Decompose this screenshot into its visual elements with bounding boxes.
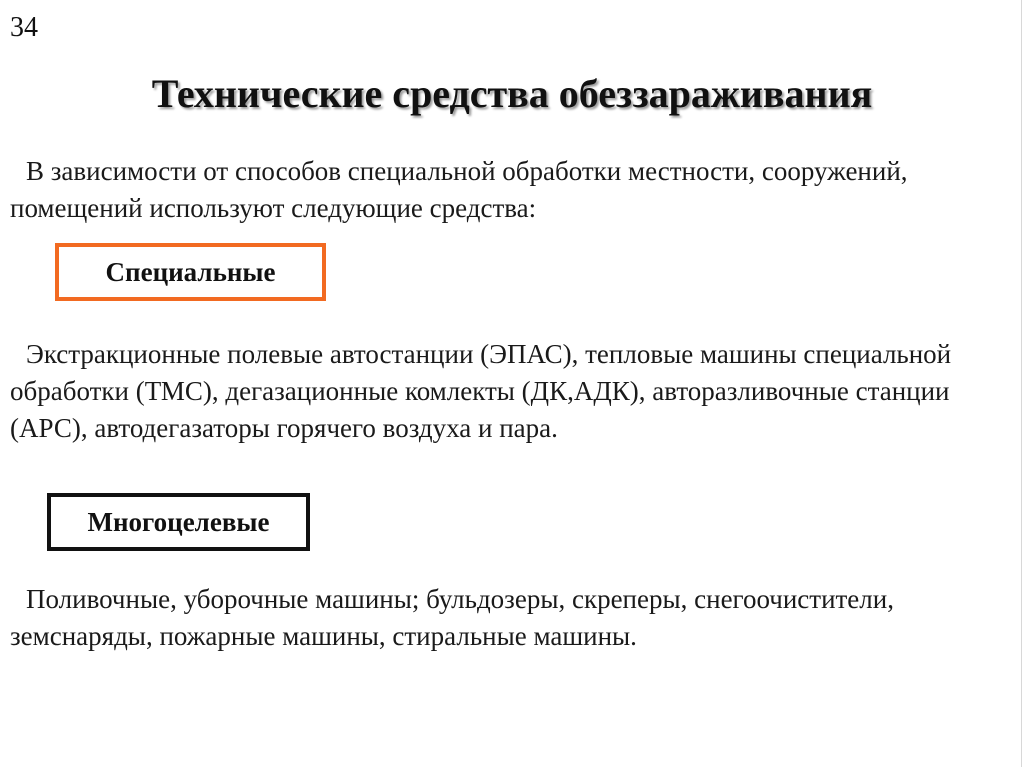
multipurpose-category-label: Многоцелевые xyxy=(87,506,270,537)
multipurpose-means-paragraph: Поливочные, уборочные машины; бульдозеры, скреперы, снегоочистители, земснаряды, пожарные машины, стиральные машины. xyxy=(10,584,894,651)
intro-paragraph: В зависимости от способов специальной обработки местности, сооружений, помещений используют следующие средства: xyxy=(10,156,908,223)
special-means-paragraph: Экстракционные полевые автостанции (ЭПАС), тепловые машины специальной обработки (ТМС), дегазационные комлекты (ДК,АДК), авторазливочные станции (АРС), автодегазаторы горячего воздуха и пара. xyxy=(10,339,952,443)
slide-number: 34 xyxy=(10,12,38,43)
special-category-label: Специальные xyxy=(105,256,276,287)
multipurpose-category-box xyxy=(47,493,310,551)
special-category-box xyxy=(55,243,326,301)
slide-title: Технические средства обеззараживания xyxy=(151,71,873,116)
